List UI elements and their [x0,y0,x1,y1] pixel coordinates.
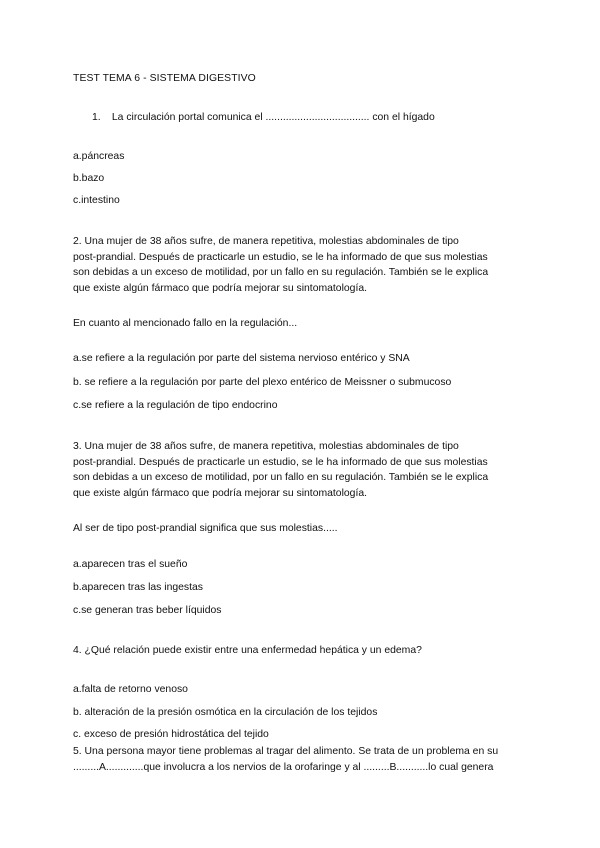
question-4-text: 4. ¿Qué relación puede existir entre una enfermedad hepática y un edema? [73,645,422,656]
question-2-line: son debidas a un exceso de motilidad, por un fallo en su regulación. También se le explica [73,267,489,279]
question-3-line: 3. Una mujer de 38 años sufre, de manera repetitiva, molestias abdominales de tipo [73,441,459,452]
question-2-option-a: a.se refiere a la regulación por parte del sistema nervioso entérico y SNA [73,353,410,364]
question-5-line: .........A.............que involucra a los nervios de la orofaringe y al .........B...........lo cual genera [73,761,494,773]
question-1-option-b: b.bazo [73,173,105,184]
question-4-option-b: b. alteración de la presión osmótica en la circulación de los tejidos [73,707,378,718]
question-3-prompt: Al ser de tipo post-prandial significa que sus molestias..... [73,523,338,534]
question-2-line: que existe algún fármaco que podría mejorar su sintomatología. [73,282,367,294]
question-2-option-b: b. se refiere a la regulación por parte del plexo entérico de Meissner o submucoso [73,377,452,388]
question-1-number: 1. [92,112,101,123]
question-5-line: 5. Una persona mayor tiene problemas al tragar del alimento. Se trata de un problema en su [73,746,499,757]
question-4-option-a: a.falta de retorno venoso [73,684,188,695]
question-3-stem [73,439,523,501]
question-1-option-a: a.páncreas [73,151,125,162]
question-3-line: post-prandial. Después de practicarle un estudio, se le ha informado de que sus molestias [73,456,488,468]
question-3-line: son debidas a un exceso de motilidad, por un fallo en su regulación. También se le explica [73,472,489,484]
question-2-line: post-prandial. Después de practicarle un estudio, se le ha informado de que sus molestias [73,251,488,263]
document-title: TEST TEMA 6 - SISTEMA DIGESTIVO [73,73,256,84]
question-4-option-c: c. exceso de presión hidrostática del tejido [73,729,269,740]
question-1 [92,111,435,125]
question-2-line: 2. Una mujer de 38 años sufre, de manera repetitiva, molestias abdominales de tipo [73,236,459,247]
question-3-line: que existe algún fármaco que podría mejorar su sintomatología. [73,487,367,499]
question-2-stem [73,234,523,296]
question-2-prompt: En cuanto al mencionado fallo en la regulación... [73,318,298,329]
question-3-option-a: a.aparecen tras el sueño [73,559,188,570]
question-1-option-c: c.intestino [73,195,120,206]
question-1-text: La circulación portal comunica el .................................... con el hígado [111,112,435,123]
question-3-option-b: b.aparecen tras las ingestas [73,582,203,593]
question-3-option-c: c.se generan tras beber líquidos [73,605,222,616]
question-5-stem [73,744,533,775]
question-2-option-c: c.se refiere a la regulación de tipo endocrino [73,400,278,411]
